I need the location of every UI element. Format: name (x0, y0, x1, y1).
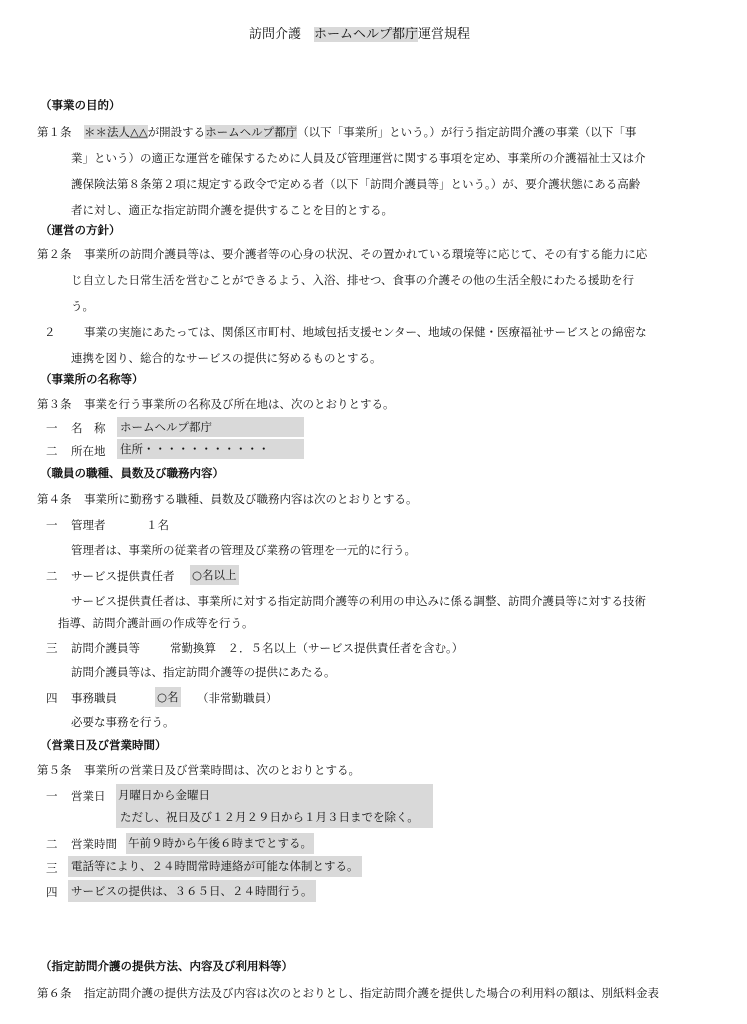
office-name-label: 名 称 (71, 421, 106, 435)
corporation-name: ＊＊法人△△ (84, 125, 148, 139)
office-address-value: 住所・・・・・・・・・・・ (117, 439, 304, 459)
business-hours-value: 午前９時から午後６時までとする。 (126, 833, 314, 854)
business-hours-label: 営業時間 (71, 837, 117, 851)
article-3-label: 第３条 (37, 397, 72, 411)
clerk-note: （非常勤職員） (197, 691, 278, 705)
business-days-note (116, 806, 433, 828)
office-address-label: 所在地 (71, 444, 106, 458)
business-days-exception: ただし、祝日及び１２月２９日から１月３日までを除く。 (120, 810, 419, 824)
article-2-heading: （運営の方針） (40, 223, 121, 237)
service-manager-description-2: 指導、訪問介護計画の作成等を行う。 (58, 616, 254, 630)
title-suffix: 運営規程 (418, 27, 471, 42)
service-manager-title: サービス提供責任者 (71, 569, 175, 583)
article-2-paragraph-2-number: ２ (44, 325, 56, 339)
article-6-label: 第６条 (37, 986, 72, 1000)
article-4-item-1-number: 一 (46, 518, 58, 532)
office-name-value: ホームヘルプ都庁 (117, 417, 304, 437)
manager-title: 管理者 (71, 518, 106, 532)
care-worker-count: 常勤換算 ２．５名以上（サービス提供責任者を含む。） (170, 641, 464, 655)
article-4-heading: （職員の職種、員数及び職務内容） (40, 466, 224, 480)
article-2-label: 第２条 (37, 247, 72, 261)
article-3-heading: （事業所の名称等） (40, 372, 144, 386)
article-5-heading: （営業日及び営業時間） (40, 738, 167, 752)
clerk-title: 事務職員 (71, 691, 117, 705)
business-days-value: 月曜日から金曜日 (116, 784, 433, 806)
phone-contact-value: 電話等により、２４時間常時連絡が可能な体制とする。 (68, 856, 362, 877)
care-worker-title: 訪問介護員等 (71, 641, 140, 655)
office-name: ホームヘルプ都庁 (205, 125, 298, 139)
document-title (249, 27, 470, 43)
service-manager-description-1: サービス提供責任者は、事業所に対する指定訪問介護等の利用の申込みに係る調整、訪問介護員等に対する技術 (71, 594, 646, 608)
article-6-heading: （指定訪問介護の提供方法、内容及び利用料等） (40, 959, 293, 973)
article-5-item-3-number: 三 (46, 861, 58, 875)
article-5-intro: 事業所の営業日及び営業時間は、次のとおりとする。 (84, 763, 360, 777)
article-1-line-3: 護保険法第８条第２項に規定する政令で定める者（以下「訪問介護員等」という。）が、要介護状態にある高齢 (71, 177, 641, 191)
article-2-line-1: 事業所の訪問介護員等は、要介護者等の心身の状況、その置かれている環境等に応じて、その有する能力に応 (84, 247, 648, 261)
article-4-item-2-number: 二 (46, 569, 58, 583)
article-4-intro: 事業所に勤務する職種、員数及び職務内容は次のとおりとする。 (84, 492, 418, 506)
article-5-item-4-number: 四 (46, 885, 58, 899)
article-3-intro: 事業を行う事業所の名称及び所在地は、次のとおりとする。 (84, 397, 395, 411)
article-2-line-3: う。 (71, 299, 94, 313)
article-1-line-4: 者に対し、適正な指定訪問介護を提供することを目的とする。 (71, 203, 393, 217)
article-1-text: が開設する (147, 125, 206, 139)
article-4-item-4-number: 四 (46, 691, 58, 705)
title-text: 訪問介護 (249, 27, 315, 42)
article-3-item-1-number: 一 (46, 421, 58, 435)
article-6-line-1: 指定訪問介護の提供方法及び内容は次のとおりとし、指定訪問介護を提供した場合の利用料の額は、別紙料金表 (84, 986, 659, 1000)
article-1-heading: （事業の目的） (40, 98, 121, 112)
clerk-count: ○名 (155, 687, 181, 707)
service-availability-value: サービスの提供は、３６５日、２４時間行う。 (68, 880, 316, 902)
article-3-item-2-number: 二 (46, 444, 58, 458)
article-5-item-2-number: 二 (46, 837, 58, 851)
article-2-line-2: じ自立した日常生活を営むことができるよう、入浴、排せつ、食事の介護その他の生活全般にわたる援助を行 (71, 273, 635, 287)
article-2-paragraph-2-line-2: 連携を図り、総合的なサービスの提供に努めるものとする。 (71, 351, 382, 365)
care-worker-description: 訪問介護員等は、指定訪問介護等の提供にあたる。 (71, 665, 336, 679)
article-1-line-2: 業」という）の適正な運営を確保するために人員及び管理運営に関する事項を定め、事業所の介護福祉士又は介 (71, 151, 646, 165)
article-4-item-3-number: 三 (46, 641, 58, 655)
article-4-label: 第４条 (37, 492, 72, 506)
article-1-line-1 (84, 124, 636, 140)
service-manager-count: ○名以上 (190, 565, 239, 585)
business-days-label: 営業日 (71, 789, 106, 803)
article-1-label: 第１条 (37, 125, 72, 139)
article-1-text-cont: （以下「事業所」という。）が行う指定訪問介護の事業（以下「事 (297, 125, 637, 139)
title-highlighted-office-name: ホームヘルプ都庁 (314, 27, 419, 42)
article-5-label: 第５条 (37, 763, 72, 777)
article-2-paragraph-2-line-1: 事業の実施にあたっては、関係区市町村、地域包括支援センター、地域の保健・医療福祉サービスとの綿密な (84, 325, 647, 339)
manager-description: 管理者は、事業所の従業者の管理及び業務の管理を一元的に行う。 (71, 543, 416, 557)
manager-count: １名 (146, 518, 169, 532)
article-5-item-1-number: 一 (46, 789, 58, 803)
clerk-description: 必要な事務を行う。 (71, 715, 175, 729)
